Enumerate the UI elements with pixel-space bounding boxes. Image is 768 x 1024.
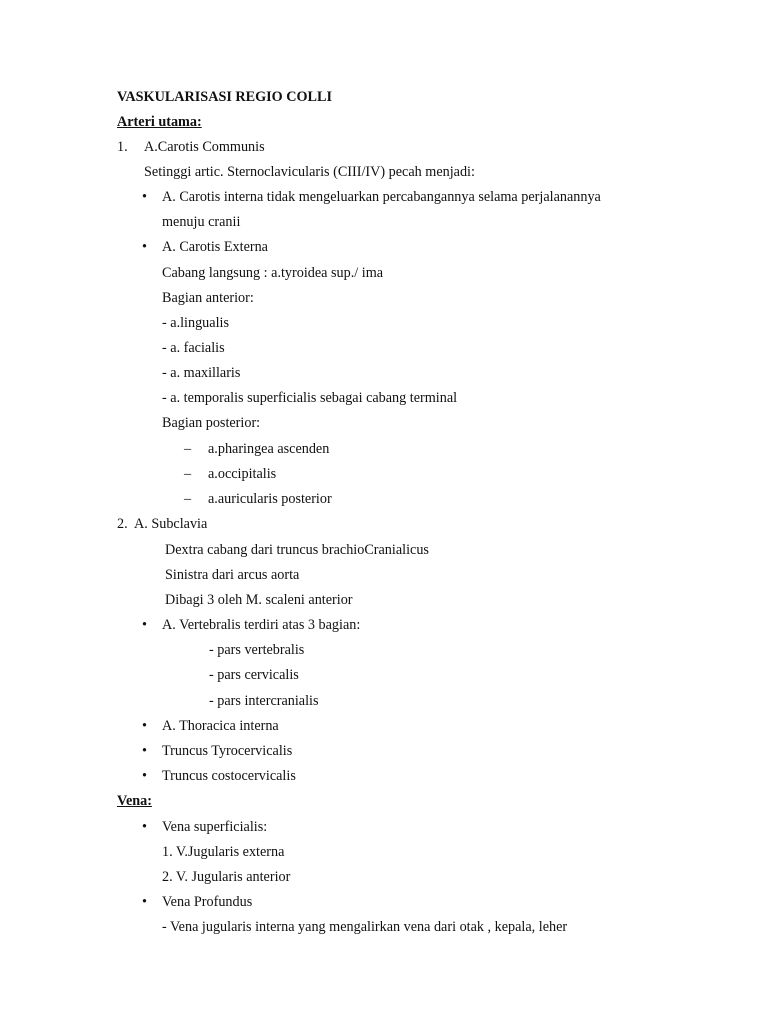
dash-glyph: – (184, 491, 192, 507)
list-item: - pars intercranialis (209, 693, 319, 709)
bullet-glyph: • (142, 819, 147, 835)
dash-glyph: – (184, 466, 192, 482)
list-item-label: A. Subclavia (134, 516, 208, 532)
dash-glyph: – (184, 441, 192, 457)
text-line: Cabang langsung : a.tyroidea sup./ ima (162, 265, 384, 281)
list-item: a.pharingea ascenden (208, 441, 330, 457)
list-item: A. Thoracica interna (162, 718, 279, 734)
subheading: Bagian posterior: (162, 415, 261, 431)
text-line: Dibagi 3 oleh M. scaleni anterior (165, 592, 353, 608)
list-item-continuation: menuju cranii (162, 214, 241, 230)
list-item-label: A.Carotis Communis (144, 139, 265, 155)
section-heading-arteri: Arteri utama: (117, 114, 202, 130)
list-item: - a.lingualis (162, 315, 229, 331)
list-item: - a. facialis (162, 340, 225, 356)
bullet-glyph: • (142, 743, 147, 759)
bullet-glyph: • (142, 239, 147, 255)
subheading: Bagian anterior: (162, 290, 254, 306)
list-item: Truncus Tyrocervicalis (162, 743, 293, 759)
section-heading-vena: Vena: (117, 793, 152, 809)
list-item: Vena superficialis: (162, 819, 268, 835)
list-item: A. Vertebralis terdiri atas 3 bagian: (162, 617, 361, 633)
list-item: - a. temporalis superficialis sebagai cabang terminal (162, 390, 458, 406)
document-title: VASKULARISASI REGIO COLLI (117, 89, 332, 105)
bullet-glyph: • (142, 894, 147, 910)
list-item: - pars cervicalis (209, 667, 299, 683)
bullet-glyph: • (142, 768, 147, 784)
bullet-glyph: • (142, 718, 147, 734)
list-number: 1. (117, 139, 128, 155)
list-item: Truncus costocervicalis (162, 768, 296, 784)
bullet-glyph: • (142, 189, 147, 205)
list-item: 2. V. Jugularis anterior (162, 869, 291, 885)
text-line: Setinggi artic. Sternoclavicularis (CIII/IV) pecah menjadi: (144, 164, 475, 180)
list-item: - a. maxillaris (162, 365, 241, 381)
bullet-glyph: • (142, 617, 147, 633)
list-item: 1. V.Jugularis externa (162, 844, 285, 860)
list-item: a.occipitalis (208, 466, 277, 482)
list-item: A. Carotis interna tidak mengeluarkan percabangannya selama perjalanannya (162, 189, 601, 205)
list-item: - pars vertebralis (209, 642, 305, 658)
list-item: a.auricularis posterior (208, 491, 332, 507)
text-line: Sinistra dari arcus aorta (165, 567, 300, 583)
list-number: 2. (117, 516, 128, 532)
text-line: - Vena jugularis interna yang mengalirkan vena dari otak , kepala, leher (162, 919, 568, 935)
list-item: Vena Profundus (162, 894, 253, 910)
text-line: Dextra cabang dari truncus brachioCranialicus (165, 542, 429, 558)
list-item: A. Carotis Externa (162, 239, 268, 255)
